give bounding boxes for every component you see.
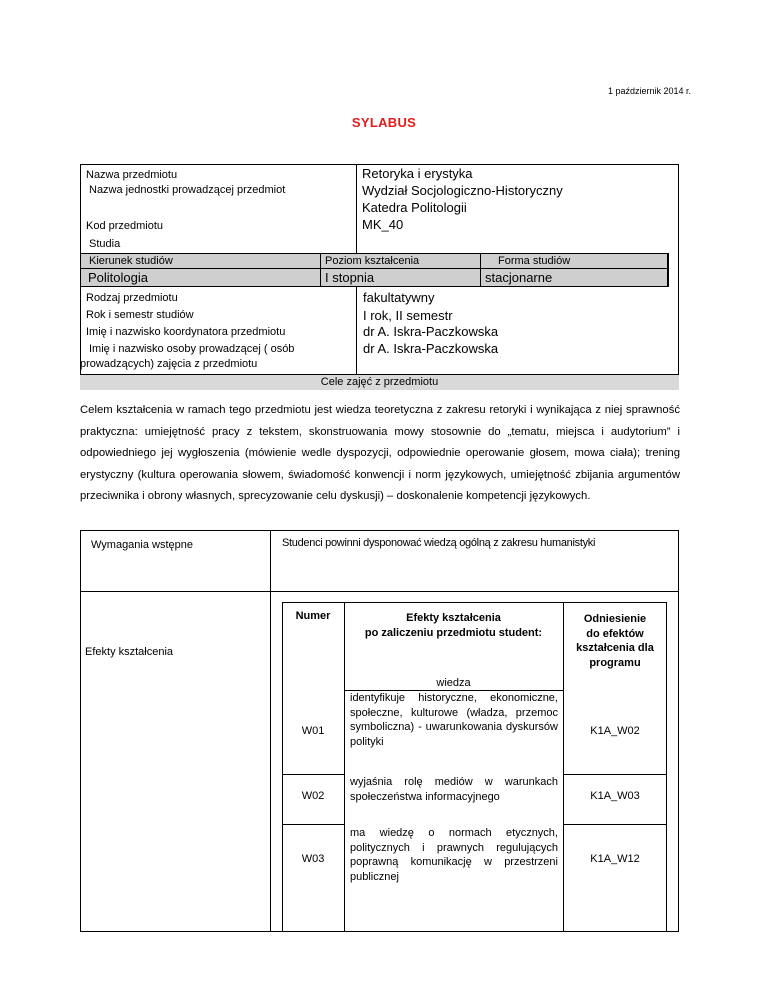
studies-label: Studia [89, 238, 121, 250]
goals-header: Cele zajęć z przedmiotu [80, 374, 679, 390]
divider [356, 164, 357, 253]
number-column: Numer [295, 610, 331, 622]
requirements-value: Studenci powinni dysponować wiedzą ogólną z zakresu humanistyki [282, 537, 596, 549]
divider [480, 253, 481, 287]
unit-value: Wydział Socjologiczno-Historyczny [362, 183, 563, 198]
divider [270, 530, 271, 932]
form-value: stacjonarne [485, 270, 553, 285]
divider [320, 253, 321, 287]
reference-column-line: Odniesienie [583, 613, 647, 625]
teacher-label: Imię i nazwisko osoby prowadzącej ( osób [89, 343, 295, 355]
reference-column-line: programu [589, 656, 641, 669]
subject-label: Nazwa przedmiotu [86, 169, 178, 181]
coordinator-label: Imię i nazwisko koordynatora przedmiotu [86, 326, 286, 338]
field-value: Politologia [88, 270, 148, 285]
reference-column [563, 612, 667, 670]
document-date: 1 październik 2014 r. [607, 86, 691, 96]
year-label: Rok i semestr studiów [86, 309, 194, 321]
outcome-text: identyfikuje historyczne, ekonomiczne, społeczne, kulturowe (władza, przemoc symboliczna) - uwarunkowania dyskursów polityki [350, 692, 558, 748]
knowledge-section: wiedza [436, 677, 471, 689]
teacher-label-2: prowadzących) zajęcia z przedmiotu [80, 358, 258, 370]
outcomes-label: Efekty kształcenia [85, 646, 174, 658]
type-value: fakultatywny [363, 290, 435, 305]
reference-column-line: do efektów [586, 627, 644, 640]
divider [563, 774, 667, 775]
year-value: I rok, II semestr [363, 308, 453, 323]
coordinator-value: dr A. Iskra-Paczkowska [363, 324, 499, 339]
outcome-text: wyjaśnia rolę mediów w warunkach społeczeństwa informacyjnego [350, 776, 558, 803]
unit-label: Nazwa jednostki prowadzącej przedmiot [89, 184, 286, 196]
outcome-number: W02 [301, 790, 325, 802]
outcome-reference: K1A_W02 [590, 725, 640, 737]
unit-value-2: Katedra Politologii [362, 200, 467, 215]
type-label: Rodzaj przedmiotu [86, 292, 178, 304]
reference-column-line: kształcenia dla [576, 642, 654, 654]
outcome-text: ma wiedzę o normach etycznych, politycznych i prawnych regulujących poprawną komunikację w przestrzeni publicznej [350, 827, 558, 883]
document-title: SYLABUS [351, 115, 417, 130]
divider [344, 602, 345, 932]
outcome-number: W01 [301, 725, 325, 737]
code-label: Kod przedmiotu [86, 220, 164, 232]
level-value: I stopnia [325, 270, 375, 285]
subject-value: Retoryka i erystyka [362, 166, 473, 181]
outcome-reference: K1A_W03 [590, 790, 640, 802]
outcome-reference: K1A_W12 [590, 853, 640, 865]
divider [282, 824, 344, 825]
goals-text: Celem kształcenia w ramach tego przedmiotu jest wiedza teoretyczna z zakresu retoryki i wynikająca z niej sprawność praktyczna: umiejętność pracy z tekstem, skonstruowania mowy stosownie do „tematu, miejsca i audytorium” i odpowiedniego jej wygłoszenia (mówienie wedle dyspozycji, odpowiednie operowanie głosem, mowa ciała); trening erystyczny (kultura operowania słowem, świadomość konwencji i norm językowych, umiejętność zbijania argumentów przeciwnika i obrony własnych, sprecyzowanie celu dyskusji) – doskonalenie kompetencji językowych. [80, 404, 680, 503]
outcome-number: W03 [301, 853, 325, 865]
divider [668, 253, 669, 287]
divider [563, 824, 667, 825]
form-column: Forma studiów [498, 255, 571, 267]
divider [356, 287, 357, 374]
teacher-value: dr A. Iskra-Paczkowska [363, 341, 499, 356]
divider [282, 774, 344, 775]
field-column: Kierunek studiów [89, 255, 173, 267]
effects-column: Efekty kształcenia [406, 612, 501, 624]
divider [80, 591, 679, 592]
effects-column-2: po zaliczeniu przedmiotu student: [364, 627, 543, 639]
level-column: Poziom kształcenia [325, 255, 420, 267]
requirements-label: Wymagania wstępne [91, 539, 194, 551]
code-value: MK_40 [362, 217, 404, 232]
